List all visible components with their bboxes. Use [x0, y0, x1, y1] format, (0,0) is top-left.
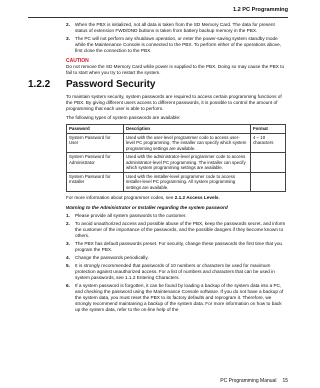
item-text: Please provide all system passwords to the customer.: [75, 213, 187, 218]
list-item: [66, 22, 286, 34]
table-cell: System Password for Administrator: [67, 153, 124, 173]
reference-paragraph: [66, 195, 286, 201]
table-cell: System Password for Installer: [67, 172, 124, 192]
intro-paragraph-2: The following types of system passwords are available:: [66, 115, 181, 120]
item-number: 6.: [66, 283, 70, 288]
item-text: It is strongly recommended that passwords of 10 numbers or characters be used for maximum protection against unauthorized access. For a list of numbers and characters that can be used in system passwords, see 1.1.2 Entering Characters.: [75, 263, 275, 280]
item-text: If a system password is forgotten, it can be found by loading a backup of the system data into a PC, and checking the password using the Maintenance Console software. If you do not have a backup of the system data, you must reset the PBX to its factory defaults and reprogram it. Therefore, we strongly recommend maintaining a backup of the system data. For more information on how to back up the system data, refer to the on-line help of the: [75, 283, 284, 312]
section-number: 1.2.2: [28, 79, 51, 90]
table-cell: System Password for User: [67, 133, 124, 153]
page-number: 15: [282, 378, 288, 384]
item-number: 2.: [66, 221, 70, 226]
section-title: Password Security: [66, 79, 156, 90]
table-header-row: [67, 125, 286, 134]
table-cell: 4 – 10 characters: [250, 133, 285, 153]
table-cell: [250, 172, 285, 192]
list-item: [66, 213, 286, 219]
item-number: 2.: [66, 22, 70, 27]
reference-link[interactable]: 2.1.2 Access Levels: [174, 195, 219, 200]
reference-text: For more information about programmer codes, see: [66, 195, 175, 200]
list-item: [66, 263, 286, 281]
table-row: [67, 133, 286, 153]
item-text: Change the passwords periodically.: [75, 255, 149, 260]
list-item: [66, 283, 286, 313]
item-text: The PBX has default passwords preset. For security, change these passwords the first time that you program the PBX.: [75, 241, 283, 252]
list-item: [66, 255, 286, 261]
intro-paragraph: To maintain system security, system passwords are required to access certain programming functions of the PBX. By giving different users access to different passwords, it is possible to control the amount of programming that each user is able to perform.: [66, 94, 282, 111]
footer-manual-name: PC Programming Manual: [220, 378, 277, 384]
password-table: [66, 124, 286, 192]
table-row: [67, 172, 286, 192]
table-cell: Used with the installer-level programmer code to access installer-level PC programming. All system programming settings are available.: [123, 172, 250, 192]
table-header: Password: [67, 125, 124, 134]
page-content: [28, 22, 286, 315]
item-number: 1.: [66, 213, 70, 218]
table-header: Description: [123, 125, 250, 134]
item-number: 3.: [66, 36, 70, 41]
table-cell: Used with the user-level programmer code to access user-level PC programming. The installer can specify which system programming settings are available.: [123, 133, 250, 153]
item-number: 5.: [66, 263, 70, 268]
item-text: To avoid unauthorized access and possible abuse of the PBX, keep the passwords secret, and inform the customer of the importance of the passwords, and the possible dangers if they become known to others.: [75, 221, 286, 238]
header-rule: [28, 17, 288, 18]
table-cell: Used with the administrator-level programmer code to access administrator-level PC programming. The installer can specify which system programming settings are available.: [123, 153, 250, 173]
page-footer: [220, 378, 288, 384]
table-row: [67, 153, 286, 173]
item-number: 3.: [66, 241, 70, 246]
item-text: The PC will not perform any shutdown operation, or enter the power-saving system standby mode while the Maintenance Console is connected to the PBX. To perform either of the operations above, first close the connection to the PBX.: [75, 36, 282, 53]
list-item: [66, 241, 286, 253]
caution-heading: CAUTION: [66, 58, 89, 64]
section-heading: [28, 79, 286, 90]
item-text: When the PBX is initialized, not all data is taken from the SD Memory Card. The data for present status of extension FWD/DND buttons is taken from battery backup memory in the PBX.: [75, 22, 275, 33]
item-number: 4.: [66, 255, 70, 260]
reference-end: .: [218, 195, 220, 200]
caution-text: Do not remove the SD Memory Card while power is supplied to the PBX. Doing so may cause the PBX to fail to start when you try to restart the system.: [66, 64, 285, 75]
list-item: [66, 221, 286, 239]
list-item: [66, 36, 286, 54]
table-cell: [250, 153, 285, 173]
warning-heading: Warning to the Administrator or Installer regarding the system password: [66, 205, 228, 210]
page-header-title: 1.2 PC Programming: [232, 7, 288, 13]
table-header: Format: [250, 125, 285, 134]
